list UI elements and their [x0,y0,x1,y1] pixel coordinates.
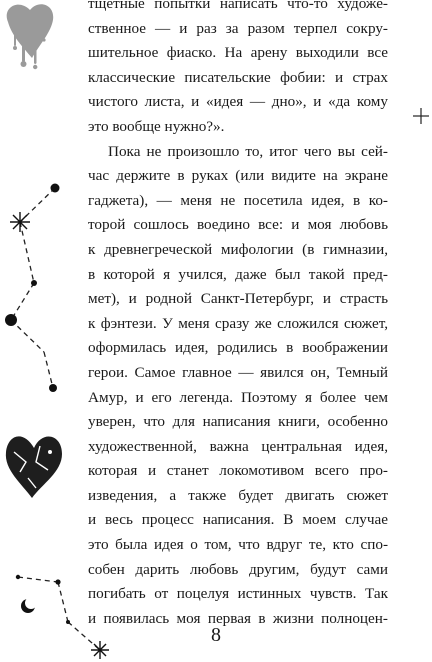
text-line: и появилась моя первая в жизни полноцен- [88,609,388,627]
text-line: это вообще нужно?». [88,117,225,135]
text-line: уверен, что для написания книги, особенно [88,413,388,431]
star-dot-icon [5,314,17,326]
star-dot-icon [31,280,37,286]
text-line: час держите в руках (или видите на экране [88,167,388,185]
star-burst-icon [10,212,30,232]
text-line: Амур, и его легенда. Поэтому я более чем [88,388,388,406]
text-line: к древнегреческой мифологии (в гимназии, [88,240,388,258]
dark-heart-icon [6,436,62,498]
text-line: Пока не произошло то, итог чего вы сей- [108,142,388,160]
text-line: оформилась идея, родились в воображении [88,339,388,357]
text-line: собен дарить любовь другим, будут сами [88,560,388,578]
text-line: изведения, а также будет двигать сюжет [88,486,388,504]
star-dot-icon [49,384,57,392]
text-line: художественной, важна центральная идея, [88,437,388,455]
text-line: классические писательские фобии: и страх [88,68,388,86]
text-line: мет), и родной Санкт-Петербург, и страсть [88,290,388,308]
body-text [88,0,388,631]
text-line: которая и станет локомотивом всего про- [88,462,388,480]
text-line: и весь процесс написания. В моем случае [88,511,388,529]
text-line: ственное — и раз за разом терпел сокру- [88,19,388,37]
text-line: чистого листа, и «идея — дно», и «да кому [88,93,388,111]
text-line: к фэнтези. У меня сразу же сложился сюжет, [88,314,388,332]
star-dot-icon [51,184,60,193]
text-line: шительное фиаско. На арену выходили все [88,44,388,62]
dripping-heart-icon [7,4,53,69]
text-line: тщетные попытки написать что-то художе- [88,0,388,12]
text-line: это была идея о том, что вдруг те, кто спо- [88,536,388,554]
constellation-stars [5,184,60,393]
text-line: гаджета), — меня не посетила идея, в ко- [88,191,388,209]
star-dot-icon [16,575,20,579]
star-dot-icon [55,579,60,584]
text-line: погибать от поцелуя истинных чувств. Так [88,585,388,603]
text-line: в которой я учился, даже был такой пред- [88,265,388,283]
constellation-left [11,188,55,388]
sparkle-cross-icon [413,108,429,124]
text-line: торой сошлось воедино все: и моя любовь [88,216,388,234]
text-line: герои. Самое главное — явился он, Темный [88,363,388,381]
moon-icon [21,597,37,613]
page-number: 8 [211,624,221,646]
